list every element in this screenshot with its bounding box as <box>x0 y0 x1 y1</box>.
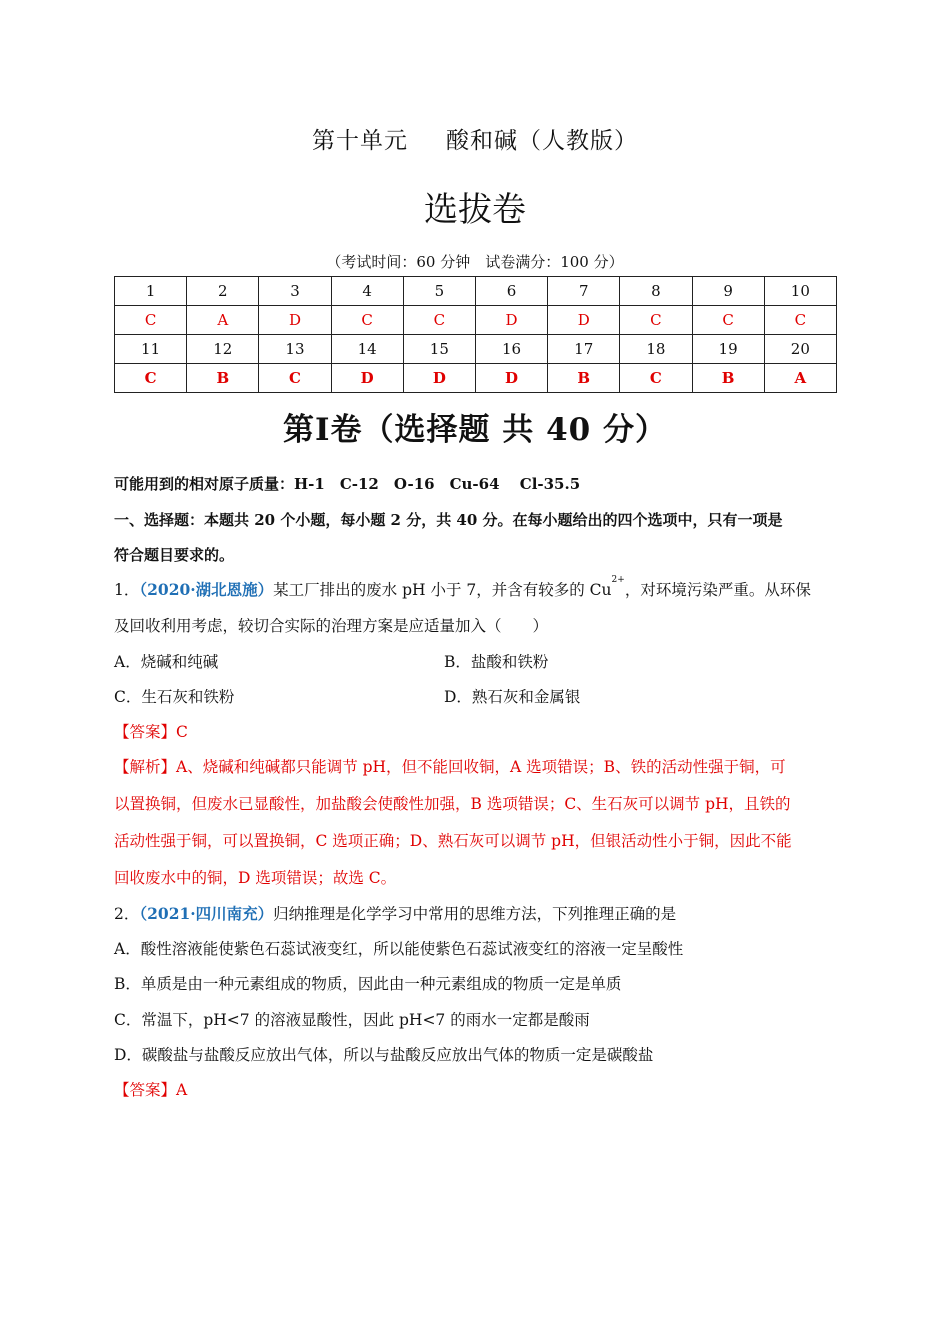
exam-info: （考试时间：60 分钟 试卷满分：100 分） <box>326 253 624 271</box>
question-1-option-b: B．盐酸和铁粉 <box>444 653 549 671</box>
table-cell: A <box>764 364 836 393</box>
table-cell: B <box>548 364 620 393</box>
table-cell: 17 <box>548 335 620 364</box>
table-cell: 2 <box>187 277 259 306</box>
table-cell: 3 <box>259 277 331 306</box>
question-2-option-a: A．酸性溶液能使紫色石蕊试液变红，所以能使紫色石蕊试液变红的溶液一定呈酸性 <box>114 940 684 958</box>
table-cell: 15 <box>403 335 475 364</box>
table-cell: D <box>475 306 547 335</box>
table-cell: C <box>764 306 836 335</box>
table-cell: C <box>620 364 692 393</box>
topic-label: 酸和碱（人教版） <box>446 128 638 154</box>
question-1-answer: 【答案】C <box>114 723 188 741</box>
table-cell: 11 <box>115 335 187 364</box>
question-2-option-d: D．碳酸盐与盐酸反应放出气体，所以与盐酸反应放出气体的物质一定是碳酸盐 <box>114 1046 654 1064</box>
table-cell: D <box>259 306 331 335</box>
page-title: 选拔卷 <box>424 190 526 230</box>
question-1-option-c: C．生石灰和铁粉 <box>114 688 235 706</box>
table-cell: 4 <box>331 277 403 306</box>
table-cell: C <box>331 306 403 335</box>
question-1-option-a: A．烧碱和纯碱 <box>114 653 219 671</box>
table-cell: A <box>187 306 259 335</box>
question-1-stem-line-2: 及回收利用考虑，较切合实际的治理方案是应适量加入（ ） <box>114 617 549 635</box>
table-cell: 5 <box>403 277 475 306</box>
table-cell: C <box>620 306 692 335</box>
table-cell: B <box>187 364 259 393</box>
instructions-line-1: 一、选择题：本题共 20 个小题，每小题 2 分，共 40 分。在每小题给出的四个选项中，只有一项是 <box>114 511 783 529</box>
instructions-line-2: 符合题目要求的。 <box>114 546 235 564</box>
table-cell: D <box>403 364 475 393</box>
question-1-analysis-line-4: 回收废水中的铜，D 选项错误；故选 C。 <box>114 869 397 887</box>
table-cell: 12 <box>187 335 259 364</box>
table-cell: 6 <box>475 277 547 306</box>
question-1-analysis-line-1: 【解析】A、烧碱和纯碱都只能调节 pH，但不能回收铜，A 选项错误；B、铁的活动性强于铜，可 <box>114 758 786 776</box>
table-cell: 9 <box>692 277 764 306</box>
atomic-mass-line: 可能用到的相对原子质量：H-1 C-12 O-16 Cu-64 Cl-35.5 <box>114 475 581 493</box>
table-cell: 16 <box>475 335 547 364</box>
superscript: 2+ <box>611 575 625 585</box>
section-title: 第Ⅰ卷（选择题 共 40 分） <box>282 412 668 448</box>
question-2-option-b: B．单质是由一种元素组成的物质，因此由一种元素组成的物质一定是单质 <box>114 975 622 993</box>
question-1-analysis-line-3: 活动性强于铜，可以置换铜，C 选项正确；D、熟石灰可以调节 pH，但银活动性小于铜，因此不能 <box>114 832 792 850</box>
table-cell: 19 <box>692 335 764 364</box>
table-cell: C <box>259 364 331 393</box>
question-text: ，对环境污染严重。从环保 <box>624 581 811 599</box>
table-cell: D <box>475 364 547 393</box>
table-cell: C <box>115 306 187 335</box>
table-cell: 14 <box>331 335 403 364</box>
table-cell: D <box>548 306 620 335</box>
table-cell: C <box>115 364 187 393</box>
table-cell: 1 <box>115 277 187 306</box>
table-cell: 7 <box>548 277 620 306</box>
question-number: 2． <box>114 905 140 923</box>
question-1-analysis-line-2: 以置换铜，但废水已显酸性，加盐酸会使酸性加强，B 选项错误；C、生石灰可以调节 pH，且铁的 <box>114 795 791 813</box>
question-1-stem-line-1 <box>114 575 811 600</box>
unit-title <box>0 122 950 155</box>
question-number: 1． <box>114 581 140 599</box>
table-cell: 18 <box>620 335 692 364</box>
question-source: （2020·湖北恩施） <box>139 580 274 599</box>
question-text: 归纳推理是化学学习中常用的思维方法，下列推理正确的是 <box>273 905 677 923</box>
table-cell: B <box>692 364 764 393</box>
table-cell: 13 <box>259 335 331 364</box>
table-cell: 10 <box>764 277 836 306</box>
table-cell: C <box>692 306 764 335</box>
unit-label: 第十单元 <box>312 128 408 154</box>
answer-table-answers-row-1 <box>115 306 837 335</box>
answer-table-numbers-row-1 <box>115 277 837 306</box>
question-text: 某工厂排出的废水 pH 小于 7，并含有较多的 Cu <box>273 581 612 599</box>
question-1-option-d: D．熟石灰和金属银 <box>444 688 581 706</box>
answer-table-answers-row-2 <box>115 364 837 393</box>
answer-table-numbers-row-2 <box>115 335 837 364</box>
question-source: （2021·四川南充） <box>139 904 274 923</box>
table-cell: 8 <box>620 277 692 306</box>
answer-table <box>114 276 837 393</box>
question-2-stem <box>114 902 676 924</box>
table-cell: 20 <box>764 335 836 364</box>
table-cell: D <box>331 364 403 393</box>
question-2-answer: 【答案】A <box>114 1081 188 1099</box>
table-cell: C <box>403 306 475 335</box>
question-2-option-c: C．常温下，pH<7 的溶液显酸性，因此 pH<7 的雨水一定都是酸雨 <box>114 1011 590 1029</box>
